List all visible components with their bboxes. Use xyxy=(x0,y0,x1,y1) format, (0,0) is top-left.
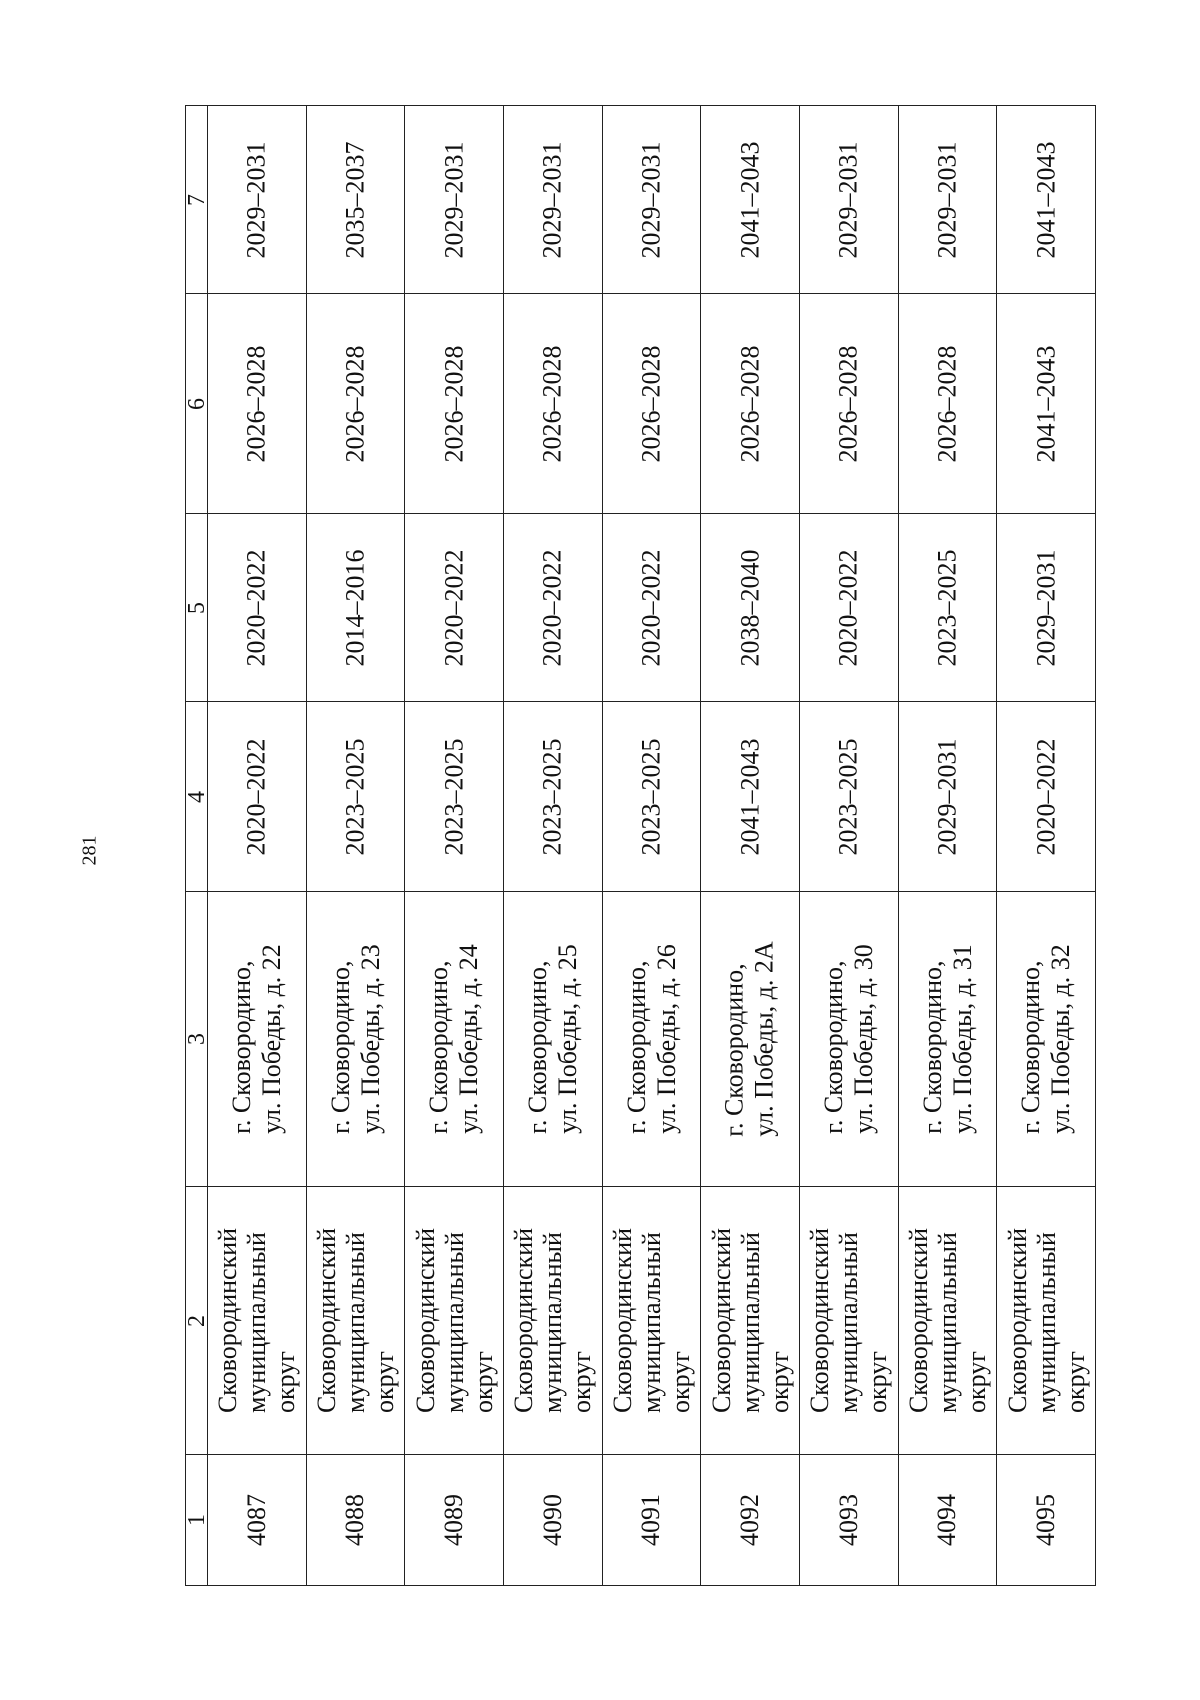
cell-period-col7 xyxy=(799,106,898,294)
column-header-1 xyxy=(183,1455,210,1586)
period-value: 2038–2040 xyxy=(735,549,765,666)
period-value: 2014–2016 xyxy=(340,549,370,666)
cell-district xyxy=(208,1187,307,1455)
cell-period-col7 xyxy=(306,106,405,294)
record-number: 4091 xyxy=(636,1494,666,1546)
cell-period-col6 xyxy=(898,294,997,514)
district-name xyxy=(805,1228,892,1413)
cell-district xyxy=(997,1187,1096,1455)
record-number: 4088 xyxy=(340,1494,370,1546)
district-name xyxy=(1003,1228,1090,1413)
district-name xyxy=(608,1228,695,1413)
district-name-line: муниципальный xyxy=(340,1232,370,1414)
district-name xyxy=(509,1228,596,1413)
cell-period-col4 xyxy=(503,702,602,892)
district-name-line: округ xyxy=(468,1351,498,1414)
period-value: 2029–2031 xyxy=(833,141,863,258)
district-name xyxy=(312,1228,399,1413)
cell-address xyxy=(503,892,602,1187)
cell-address xyxy=(799,892,898,1187)
cell-record-number xyxy=(306,1455,405,1586)
address-line: г. Сковородино, xyxy=(720,963,750,1137)
district-name-line: муниципальный xyxy=(242,1232,272,1414)
cell-period-col5 xyxy=(306,514,405,702)
cell-period-col6 xyxy=(701,294,800,514)
cell-address xyxy=(701,892,800,1187)
page-number xyxy=(70,820,110,880)
district-name-line: Сковородинский xyxy=(213,1227,243,1414)
address xyxy=(325,944,385,1134)
cell-record-number xyxy=(799,1455,898,1586)
cell-period-col5 xyxy=(503,514,602,702)
address-line: ул. Победы, д. 24 xyxy=(454,944,484,1134)
district-name-line: Сковородинский xyxy=(509,1227,539,1414)
cell-record-number xyxy=(208,1455,307,1586)
column-header-3 xyxy=(183,892,210,1187)
address xyxy=(819,944,879,1134)
cell-period-col7 xyxy=(208,106,307,294)
period-value: 2041–2043 xyxy=(735,141,765,258)
address-line: ул. Победы, д. 2А xyxy=(750,941,780,1137)
district-name-line: муниципальный xyxy=(834,1232,864,1414)
cell-period-col4 xyxy=(208,702,307,892)
period-value: 2026–2028 xyxy=(833,345,863,462)
cell-period-col6 xyxy=(405,294,504,514)
period-value: 2020–2022 xyxy=(636,549,666,666)
period-value: 2020–2022 xyxy=(439,549,469,666)
address xyxy=(621,944,681,1134)
district-name-line: округ xyxy=(567,1351,597,1414)
cell-period-col7 xyxy=(997,106,1096,294)
period-value: 2023–2025 xyxy=(932,549,962,666)
address-line: ул. Победы, д. 23 xyxy=(355,944,385,1134)
cell-address xyxy=(997,892,1096,1187)
period-value: 2020–2022 xyxy=(537,549,567,666)
address-line: ул. Победы, д. 25 xyxy=(552,944,582,1134)
cell-period-col6 xyxy=(503,294,602,514)
cell-address xyxy=(898,892,997,1187)
period-value: 2029–2031 xyxy=(932,141,962,258)
data-table xyxy=(185,105,1096,1586)
data-table-wrapper xyxy=(185,105,1095,1585)
period-value: 2020–2022 xyxy=(241,549,271,666)
cell-period-col7 xyxy=(602,106,701,294)
period-value: 2026–2028 xyxy=(932,345,962,462)
column-header-label: 3 xyxy=(183,1033,210,1045)
cell-period-col4 xyxy=(701,702,800,892)
column-header-2 xyxy=(183,1187,210,1455)
period-value: 2029–2031 xyxy=(439,141,469,258)
cell-period-col5 xyxy=(799,514,898,702)
period-value: 2026–2028 xyxy=(735,345,765,462)
address-line: г. Сковородино, xyxy=(424,960,454,1134)
district-name-line: округ xyxy=(764,1351,794,1414)
period-value: 2026–2028 xyxy=(636,345,666,462)
address xyxy=(1016,944,1076,1134)
address-line: ул. Победы, д. 26 xyxy=(651,944,681,1134)
cell-period-col5 xyxy=(208,514,307,702)
address-line: г. Сковородино, xyxy=(818,960,848,1134)
district-name-line: муниципальный xyxy=(932,1232,962,1414)
cell-period-col6 xyxy=(602,294,701,514)
column-header-6 xyxy=(183,294,210,514)
district-name-line: округ xyxy=(961,1351,991,1414)
period-value: 2026–2028 xyxy=(439,345,469,462)
cell-period-col5 xyxy=(997,514,1096,702)
cell-district xyxy=(503,1187,602,1455)
cell-period-col5 xyxy=(405,514,504,702)
cell-period-col7 xyxy=(405,106,504,294)
cell-period-col4 xyxy=(306,702,405,892)
cell-record-number xyxy=(405,1455,504,1586)
district-name-line: муниципальный xyxy=(636,1232,666,1414)
district-name-line: округ xyxy=(271,1351,301,1414)
district-name-line: Сковородинский xyxy=(311,1227,341,1414)
district-name-line: Сковородинский xyxy=(607,1227,637,1414)
record-number: 4090 xyxy=(537,1494,567,1546)
table-row xyxy=(186,892,1096,1187)
district-name xyxy=(213,1228,300,1413)
cell-period-col6 xyxy=(997,294,1096,514)
address-line: г. Сковородино, xyxy=(226,960,256,1134)
column-header-label: 6 xyxy=(183,397,210,410)
cell-period-col4 xyxy=(898,702,997,892)
record-number: 4087 xyxy=(241,1494,271,1546)
period-value: 2035–2037 xyxy=(340,141,370,258)
period-value: 2023–2025 xyxy=(439,738,469,855)
table-row xyxy=(186,294,1096,514)
table-row xyxy=(186,514,1096,702)
period-value: 2029–2031 xyxy=(932,738,962,855)
address xyxy=(227,944,287,1134)
address xyxy=(720,941,780,1136)
period-value: 2029–2031 xyxy=(241,141,271,258)
cell-record-number xyxy=(701,1455,800,1586)
address-line: ул. Победы, д. 22 xyxy=(256,944,286,1134)
record-number: 4089 xyxy=(439,1494,469,1546)
cell-period-col4 xyxy=(997,702,1096,892)
address xyxy=(523,944,583,1134)
period-value: 2020–2022 xyxy=(241,738,271,855)
cell-period-col5 xyxy=(602,514,701,702)
address-line: г. Сковородино, xyxy=(522,960,552,1134)
cell-period-col7 xyxy=(701,106,800,294)
column-header-label: 1 xyxy=(183,1514,210,1526)
cell-period-col4 xyxy=(405,702,504,892)
cell-address xyxy=(306,892,405,1187)
period-value: 2041–2043 xyxy=(1031,141,1061,258)
column-header-label: 5 xyxy=(183,601,210,614)
record-number: 4092 xyxy=(735,1494,765,1546)
district-name-line: округ xyxy=(665,1351,695,1414)
period-value: 2023–2025 xyxy=(340,738,370,855)
cell-period-col6 xyxy=(208,294,307,514)
cell-period-col4 xyxy=(799,702,898,892)
address-line: ул. Победы, д. 32 xyxy=(1046,944,1076,1134)
period-value: 2020–2022 xyxy=(1031,738,1061,855)
table-row xyxy=(186,1187,1096,1455)
column-header-5 xyxy=(183,514,210,702)
address-line: г. Сковородино, xyxy=(917,960,947,1134)
address-line: ул. Победы, д. 31 xyxy=(947,944,977,1134)
record-number: 4095 xyxy=(1031,1494,1061,1546)
cell-period-col7 xyxy=(898,106,997,294)
period-value: 2029–2031 xyxy=(636,141,666,258)
table-body xyxy=(183,106,1096,1586)
cell-record-number xyxy=(503,1455,602,1586)
column-header-label: 7 xyxy=(183,193,210,206)
cell-district xyxy=(602,1187,701,1455)
column-header-label: 2 xyxy=(183,1314,210,1327)
column-header-7 xyxy=(183,106,210,294)
period-value: 2029–2031 xyxy=(1031,549,1061,666)
cell-district xyxy=(701,1187,800,1455)
district-name-line: округ xyxy=(369,1351,399,1414)
period-value: 2023–2025 xyxy=(833,738,863,855)
period-value: 2020–2022 xyxy=(833,549,863,666)
cell-address xyxy=(208,892,307,1187)
address xyxy=(917,944,977,1134)
cell-period-col5 xyxy=(701,514,800,702)
district-name-line: муниципальный xyxy=(439,1232,469,1414)
page-number-text: 281 xyxy=(78,835,101,865)
table-row xyxy=(186,1455,1096,1586)
cell-district xyxy=(898,1187,997,1455)
district-name-line: муниципальный xyxy=(735,1232,765,1414)
cell-address xyxy=(405,892,504,1187)
cell-record-number xyxy=(602,1455,701,1586)
cell-period-col7 xyxy=(503,106,602,294)
district-name-line: Сковородинский xyxy=(706,1227,736,1414)
district-name-line: Сковородинский xyxy=(805,1227,835,1414)
table-row xyxy=(186,106,1096,294)
period-value: 2041–2043 xyxy=(1031,345,1061,462)
table-row xyxy=(186,702,1096,892)
column-header-label: 4 xyxy=(183,790,210,803)
cell-address xyxy=(602,892,701,1187)
district-name-line: Сковородинский xyxy=(903,1227,933,1414)
address xyxy=(424,944,484,1134)
period-value: 2023–2025 xyxy=(636,738,666,855)
cell-district xyxy=(799,1187,898,1455)
district-name-line: округ xyxy=(1060,1351,1090,1414)
cell-period-col6 xyxy=(306,294,405,514)
column-header-4 xyxy=(183,702,210,892)
district-name xyxy=(411,1228,498,1413)
district-name xyxy=(904,1228,991,1413)
period-value: 2026–2028 xyxy=(241,345,271,462)
cell-record-number xyxy=(898,1455,997,1586)
period-value: 2026–2028 xyxy=(537,345,567,462)
record-number: 4093 xyxy=(833,1494,863,1546)
period-value: 2023–2025 xyxy=(537,738,567,855)
address-line: г. Сковородино, xyxy=(621,960,651,1134)
cell-record-number xyxy=(997,1455,1096,1586)
cell-district xyxy=(306,1187,405,1455)
district-name-line: Сковородинский xyxy=(410,1227,440,1414)
period-value: 2026–2028 xyxy=(340,345,370,462)
district-name-line: округ xyxy=(863,1351,893,1414)
cell-period-col4 xyxy=(602,702,701,892)
cell-period-col6 xyxy=(799,294,898,514)
address-line: г. Сковородино, xyxy=(1016,960,1046,1134)
address-line: ул. Победы, д. 30 xyxy=(848,944,878,1134)
district-name-line: Сковородинский xyxy=(1002,1227,1032,1414)
record-number: 4094 xyxy=(932,1494,962,1546)
period-value: 2041–2043 xyxy=(735,738,765,855)
period-value: 2029–2031 xyxy=(537,141,567,258)
district-name-line: муниципальный xyxy=(538,1232,568,1414)
district-name xyxy=(707,1228,794,1413)
cell-period-col5 xyxy=(898,514,997,702)
cell-district xyxy=(405,1187,504,1455)
district-name-line: муниципальный xyxy=(1031,1232,1061,1414)
address-line: г. Сковородино, xyxy=(325,960,355,1134)
